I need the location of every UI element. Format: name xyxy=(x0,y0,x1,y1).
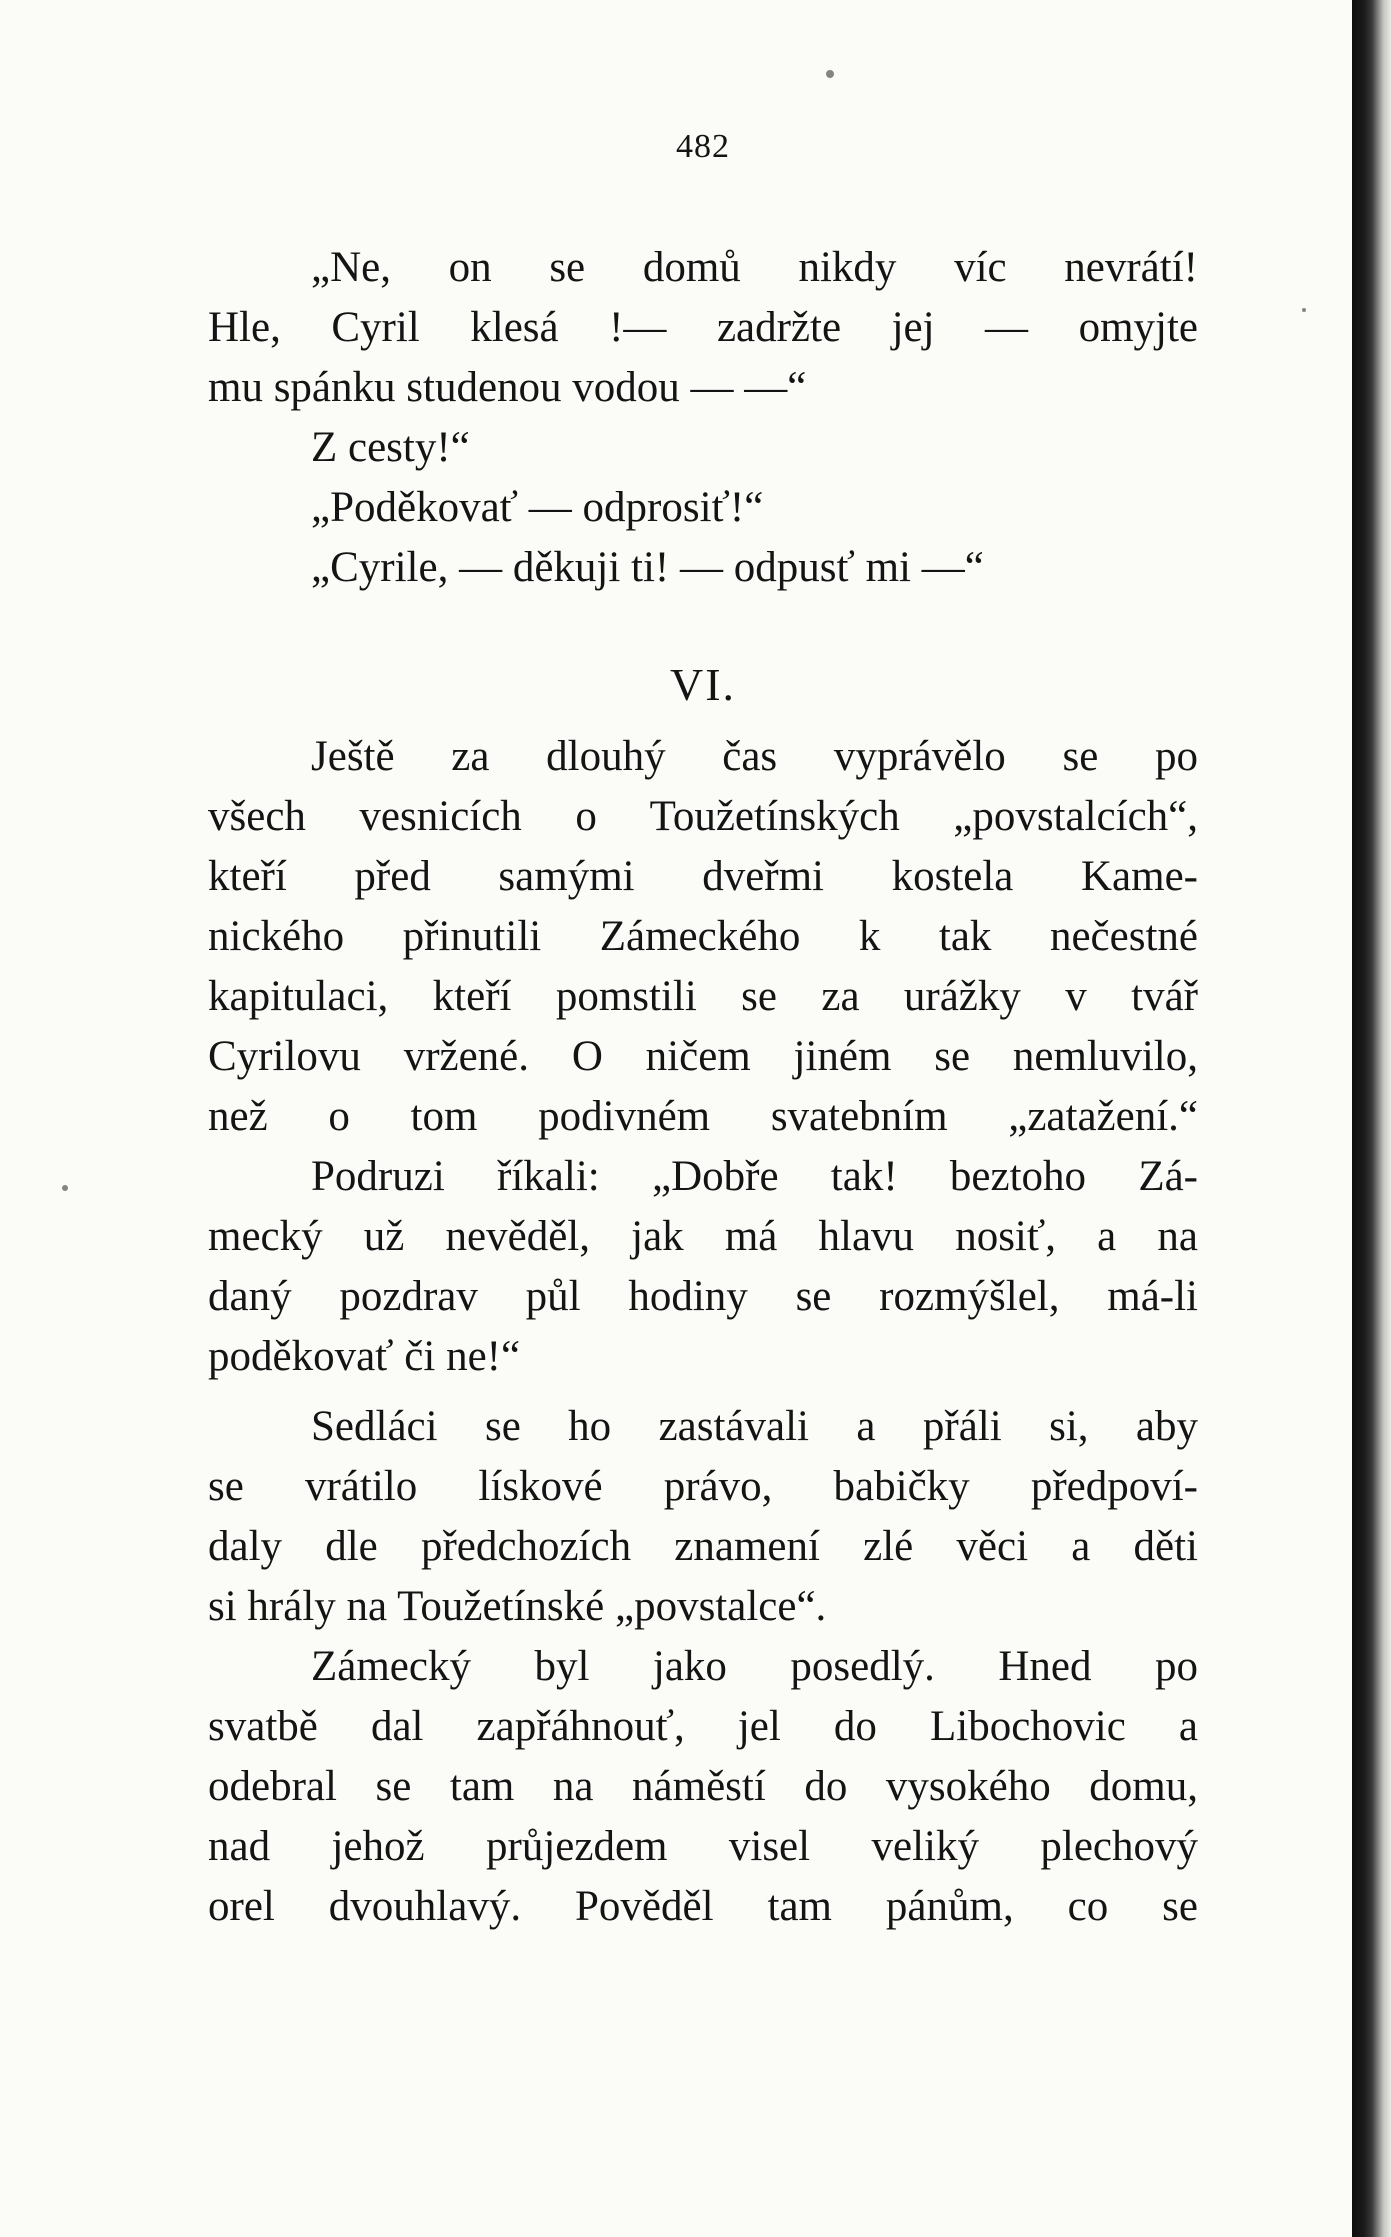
text-line-6: „Cyrile, — děkuji ti! — odpusť mi —“ xyxy=(311,544,984,591)
text-line-22: Zámecký byl jako posedlý. Hned po xyxy=(311,1643,1198,1690)
page-number: 482 xyxy=(676,128,730,165)
text-line-19: se vrátilo lískové právo, babičky předpoví- xyxy=(208,1463,1198,1510)
text-line-4: Z cesty!“ xyxy=(311,424,470,471)
text-line-7: Ještě za dlouhý čas vyprávělo se po xyxy=(311,733,1198,780)
text-line-8: všech vesnicích o Toužetínských „povstalcích“, xyxy=(208,793,1198,840)
text-line-18: Sedláci se ho zastávali a přáli si, aby xyxy=(311,1403,1198,1450)
chapter-heading: VI. xyxy=(669,659,737,710)
text-line-20: daly dle předchozích znamení zlé věci a děti xyxy=(208,1523,1198,1570)
text-line-1: „Ne, on se domů nikdy víc nevrátí! xyxy=(311,244,1198,291)
text-line-26: orel dvouhlavý. Pověděl tam pánům, co se xyxy=(208,1883,1198,1930)
text-line-10: nického přinutili Zámeckého k tak nečestné xyxy=(208,913,1198,960)
text-line-3: mu spánku studenou vodou — —“ xyxy=(208,364,807,411)
ink-speck xyxy=(1302,308,1306,312)
text-line-16: daný pozdrav půl hodiny se rozmýšlel, má-li xyxy=(208,1273,1198,1320)
text-line-24: odebral se tam na náměstí do vysokého domu, xyxy=(208,1763,1198,1810)
text-line-21: si hrály na Toužetínské „povstalce“. xyxy=(208,1583,827,1630)
ink-speck xyxy=(62,1185,68,1191)
text-line-9: kteří před samými dveřmi kostela Kame- xyxy=(208,853,1198,900)
ink-speck xyxy=(826,70,834,78)
text-line-12: Cyrilovu vržené. O ničem jiném se nemluvilo, xyxy=(208,1033,1198,1080)
page-edge-shadow xyxy=(1352,0,1391,2237)
text-line-5: „Poděkovať — odprosiť!“ xyxy=(311,484,764,531)
text-line-23: svatbě dal zapřáhnouť, jel do Libochovic a xyxy=(208,1703,1198,1750)
text-line-2: Hle, Cyril klesá !— zadržte jej — omyjte xyxy=(208,304,1198,351)
text-line-17: poděkovať či ne!“ xyxy=(208,1333,521,1380)
text-line-15: mecký už nevěděl, jak má hlavu nosiť, a na xyxy=(208,1213,1198,1260)
text-line-25: nad jehož průjezdem visel veliký plechový xyxy=(208,1823,1198,1870)
text-line-13: než o tom podivném svatebním „zatažení.“ xyxy=(208,1093,1198,1140)
text-line-11: kapitulaci, kteří pomstili se za urážky v tvář xyxy=(208,973,1198,1020)
text-line-14: Podruzi říkali: „Dobře tak! beztoho Zá- xyxy=(311,1153,1198,1200)
